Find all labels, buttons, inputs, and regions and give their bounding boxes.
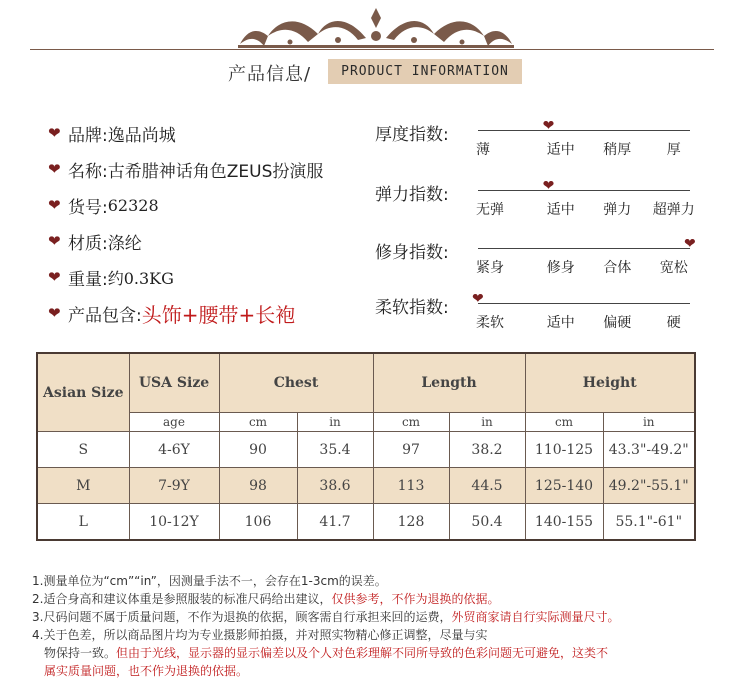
- info-row-name: [48, 151, 378, 187]
- length-cm-cell: 113: [373, 468, 449, 504]
- scale-fit: [372, 238, 712, 288]
- note-warning: 外贸商家请自行实际测量尺寸。: [451, 610, 620, 624]
- info-row-material: [48, 223, 378, 259]
- heart-marker-icon: ❤: [472, 291, 484, 307]
- scale-track: [478, 130, 690, 131]
- scale-option: 合体: [603, 260, 632, 276]
- subheader-cell: cm: [525, 413, 603, 432]
- info-value: 涤纶: [107, 233, 142, 254]
- info-value: 62328: [107, 195, 159, 215]
- length-in-cell: 44.5: [449, 468, 525, 504]
- table-row: [37, 468, 695, 504]
- top-divider: [30, 49, 714, 50]
- note-2: [32, 590, 742, 608]
- size-cell: M: [37, 468, 129, 504]
- ornament-decoration: [238, 6, 514, 48]
- scale-label: 厚度指数:: [375, 125, 449, 145]
- scale-softness: [372, 293, 712, 343]
- info-value: 古希腊神话角色ZEUS扮演服: [107, 161, 324, 182]
- note-4: [32, 626, 742, 644]
- length-in-cell: 38.2: [449, 432, 525, 468]
- header-length: Length: [373, 353, 525, 413]
- info-row-sku: [48, 187, 378, 223]
- chest-in-cell: 38.6: [297, 468, 373, 504]
- subheader-cell: in: [297, 413, 373, 432]
- note-text: 物保持一致。: [44, 646, 117, 660]
- heart-icon: ❤: [48, 232, 61, 250]
- note-4-cont: [32, 644, 742, 662]
- note-warning: 但由于光线，显示器的显示偏差以及个人对色彩理解不同所导致的色彩问题无可避免，这类不: [116, 646, 609, 660]
- scale-label: 柔软指数:: [375, 298, 449, 318]
- subheader-cell: cm: [219, 413, 297, 432]
- scale-option: 超弹力: [652, 202, 695, 218]
- height-in-cell: 43.3"-49.2": [603, 432, 695, 468]
- note-warning: 仅供参考，不作为退换的依据。: [331, 592, 500, 606]
- info-value: 逸品尚城: [107, 125, 176, 146]
- size-chart-table: [36, 352, 696, 541]
- note-text: 4.关于色差，所以商品图片均为专业摄影师拍摄，并对照实物精心修正调整，尽量与实: [32, 628, 488, 642]
- length-cm-cell: 97: [373, 432, 449, 468]
- heart-icon: ❤: [48, 196, 61, 214]
- section-title: 产品信息/: [228, 64, 312, 85]
- length-in-cell: 50.4: [449, 504, 525, 541]
- scale-option: 无弹: [476, 202, 504, 218]
- scale-option: 修身: [546, 260, 575, 276]
- header-asian-size: Asian Size: [37, 353, 129, 432]
- note-text: 2.适合身高和建议体重是参照服装的标准尺码给出建议，: [32, 592, 332, 606]
- table-subheader-row: [37, 413, 695, 432]
- heart-icon: ❤: [48, 124, 61, 142]
- note-4-end: [32, 662, 742, 680]
- header-chest: Chest: [219, 353, 373, 413]
- chest-cm-cell: 90: [219, 432, 297, 468]
- scale-option: 厚: [666, 142, 681, 158]
- subheader-cell: in: [449, 413, 525, 432]
- info-label: 货号:: [68, 197, 108, 218]
- scale-option: 紧身: [476, 260, 504, 276]
- heart-icon: ❤: [48, 304, 61, 322]
- chest-in-cell: 41.7: [297, 504, 373, 541]
- info-value: 头饰+腰带+长袍: [141, 302, 296, 327]
- heart-icon: ❤: [48, 160, 61, 178]
- height-cm-cell: 125-140: [525, 468, 603, 504]
- scale-track: [478, 303, 690, 304]
- scale-option: 适中: [546, 202, 575, 218]
- info-label: 材质:: [68, 233, 108, 254]
- info-value: 约0.3KG: [107, 268, 174, 288]
- heart-marker-icon: ❤: [542, 178, 555, 194]
- table-header-row: [37, 353, 695, 413]
- height-cm-cell: 110-125: [525, 432, 603, 468]
- age-cell: 4-6Y: [129, 432, 219, 468]
- subheader-cell: cm: [373, 413, 449, 432]
- scale-option: 适中: [546, 142, 575, 158]
- age-cell: 7-9Y: [129, 468, 219, 504]
- scale-track: [478, 190, 690, 191]
- info-label: 产品包含:: [68, 305, 142, 326]
- note-text: 3.尺码问题不属于质量问题，不作为退换的依据，顾客需自行承担来回的运费，: [32, 610, 452, 624]
- chest-cm-cell: 106: [219, 504, 297, 541]
- scale-elasticity: [372, 180, 712, 230]
- scale-label: 弹力指数:: [375, 185, 449, 205]
- chest-cm-cell: 98: [219, 468, 297, 504]
- header-usa-size: USA Size: [129, 353, 219, 413]
- scale-option: 薄: [476, 142, 490, 158]
- info-label: 品牌:: [68, 125, 108, 146]
- scale-option: 稍厚: [603, 142, 632, 158]
- subheader-cell: in: [603, 413, 695, 432]
- note-3: [32, 608, 742, 626]
- scale-thickness: [372, 120, 712, 170]
- size-cell: L: [37, 504, 129, 541]
- heart-marker-icon: ❤: [542, 118, 555, 134]
- table-row: [37, 504, 695, 541]
- scale-option: 宽松: [659, 260, 688, 276]
- height-cm-cell: 140-155: [525, 504, 603, 541]
- info-row-includes: [48, 295, 378, 331]
- scale-option: 偏硬: [603, 315, 632, 331]
- scale-label: 修身指数:: [375, 243, 449, 263]
- table-row: [37, 432, 695, 468]
- length-cm-cell: 128: [373, 504, 449, 541]
- heart-icon: ❤: [48, 268, 61, 286]
- scale-option: 柔软: [476, 315, 504, 331]
- scale-option: 适中: [546, 315, 575, 331]
- note-1: [32, 572, 742, 590]
- product-info-list: [48, 115, 378, 331]
- section-badge: PRODUCT INFORMATION: [328, 59, 522, 84]
- note-warning: 属实质量问题，也不作为退换的依据。: [44, 664, 249, 678]
- info-row-weight: [48, 259, 378, 295]
- info-row-brand: [48, 115, 378, 151]
- chest-in-cell: 35.4: [297, 432, 373, 468]
- info-label: 重量:: [68, 269, 108, 290]
- scale-option: 弹力: [603, 202, 632, 218]
- height-in-cell: 49.2"-55.1": [603, 468, 695, 504]
- info-label: 名称:: [68, 161, 108, 182]
- height-in-cell: 55.1"-61": [603, 504, 695, 541]
- scale-option: 硬: [666, 315, 681, 331]
- scale-track: [478, 248, 690, 249]
- age-cell: 10-12Y: [129, 504, 219, 541]
- size-cell: S: [37, 432, 129, 468]
- heart-marker-icon: ❤: [684, 236, 696, 252]
- note-text: 1.测量单位为“cm”“in”，因测量手法不一，会存在1-3cm的误差。: [32, 574, 387, 588]
- header-height: Height: [525, 353, 695, 413]
- subheader-cell: age: [129, 413, 219, 432]
- notes-section: [32, 572, 742, 680]
